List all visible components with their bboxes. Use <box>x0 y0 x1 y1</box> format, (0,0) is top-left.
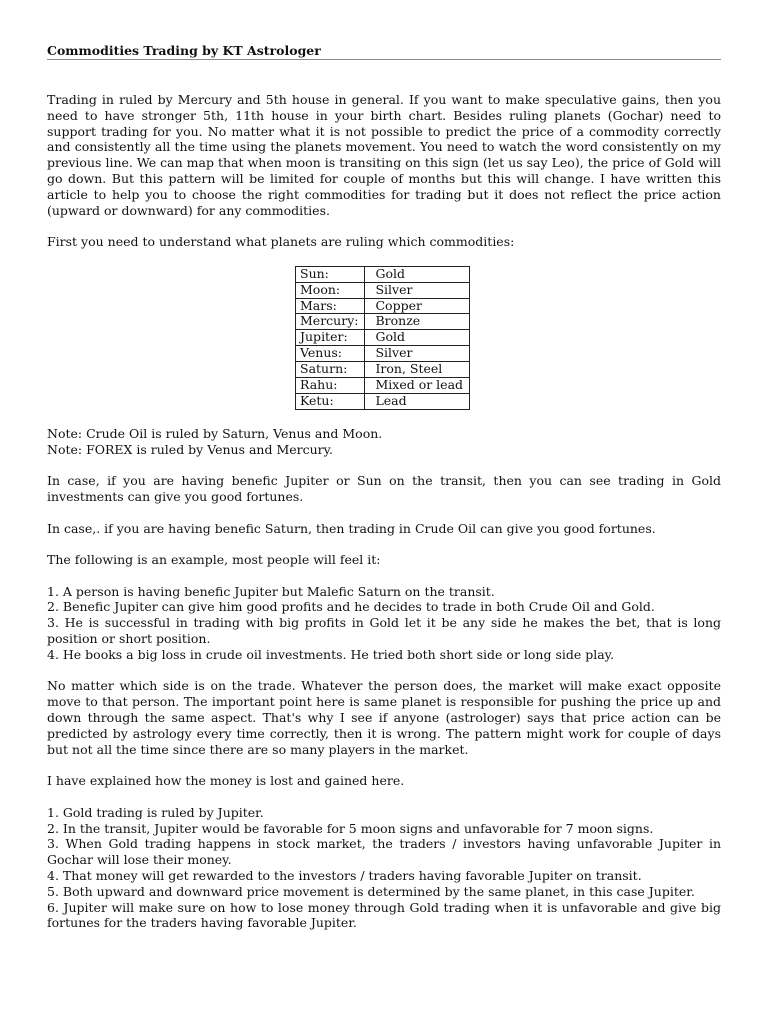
table-row <box>296 346 470 362</box>
planet-cell: Jupiter: <box>296 330 365 346</box>
list-item: 6. Jupiter will make sure on how to lose money through Gold trading when it is unfavorable and give big fortunes for the traders having favorable Jupiter. <box>47 899 721 931</box>
note-forex: Note: FOREX is ruled by Venus and Mercury. <box>47 441 334 457</box>
list-item: 1. A person is having benefic Jupiter but Malefic Saturn on the transit. <box>47 583 495 599</box>
planet-cell: Venus: <box>296 346 365 362</box>
commodity-cell: Gold <box>365 266 470 282</box>
list-item: 3. He is successful in trading with big profits in Gold let it be any side he makes the bet, that is long position or short position. <box>47 615 721 647</box>
table-row <box>296 362 470 378</box>
table-intro-paragraph: First you need to understand what planets are ruling which commodities: <box>47 234 515 250</box>
list-item: 3. When Gold trading happens in stock market, the traders / investors having unfavorable Jupiter in Gochar will lose their money. <box>47 836 721 868</box>
planet-cell: Mars: <box>296 298 365 314</box>
list-item: 4. That money will get rewarded to the investors / traders having favorable Jupiter on transit. <box>47 868 642 884</box>
planet-cell: Rahu: <box>296 378 365 394</box>
saturn-paragraph: In case,. if you are having benefic Saturn, then trading in Crude Oil can give you good fortunes. <box>47 520 656 536</box>
commodity-cell: Gold <box>365 330 470 346</box>
explain-list <box>47 805 721 931</box>
jupiter-paragraph: In case, if you are having benefic Jupiter or Sun on the transit, then you can see trading in Gold investments can give you good fortunes. <box>47 473 721 504</box>
header-divider <box>47 59 721 60</box>
page-header-title: Commodities Trading by KT Astrologer <box>47 43 321 58</box>
planet-cell: Mercury: <box>296 314 365 330</box>
no-matter-paragraph: No matter which side is on the trade. Whatever the person does, the market will make exact opposite move to that person. The important point here is same planet is responsible for pushing the price up and down through the same aspect. That's why I see if anyone (astrologer) says that price action can be predicted by astrology every time correctly, then it is wrong. The pattern might work for couple of days but not all the time since there are so many players in the market. <box>47 678 721 757</box>
table-row <box>296 266 470 282</box>
table-row <box>296 330 470 346</box>
table-row <box>296 394 470 410</box>
note-crude-oil: Note: Crude Oil is ruled by Saturn, Venus and Moon. <box>47 425 383 441</box>
article-body <box>47 92 721 947</box>
list-item: 1. Gold trading is ruled by Jupiter. <box>47 804 264 820</box>
table-row <box>296 314 470 330</box>
planet-commodity-table <box>295 266 470 410</box>
commodity-cell: Silver <box>365 282 470 298</box>
commodity-cell: Mixed or lead <box>365 378 470 394</box>
example-list <box>47 584 721 663</box>
commodity-cell: Copper <box>365 298 470 314</box>
planet-cell: Moon: <box>296 282 365 298</box>
example-intro-paragraph: The following is an example, most people will feel it: <box>47 552 381 568</box>
commodity-cell: Silver <box>365 346 470 362</box>
planet-cell: Sun: <box>296 266 365 282</box>
table-row <box>296 298 470 314</box>
planet-cell: Ketu: <box>296 394 365 410</box>
list-item: 2. In the transit, Jupiter would be favorable for 5 moon signs and unfavorable for 7 moon signs. <box>47 820 654 836</box>
list-item: 4. He books a big loss in crude oil investments. He tried both short side or long side play. <box>47 646 615 662</box>
explain-intro-paragraph: I have explained how the money is lost and gained here. <box>47 773 405 789</box>
list-item: 2. Benefic Jupiter can give him good profits and he decides to trade in both Crude Oil and Gold. <box>47 599 655 615</box>
table-row <box>296 378 470 394</box>
intro-paragraph: Trading in ruled by Mercury and 5th house in general. If you want to make speculative gains, then you need to have stronger 5th, 11th house in your birth chart. Besides ruling planets (Gochar) need to support trading for you. No matter what it is not possible to predict the price of a commodity correctly and consistently all the time using the planets movement. You need to watch the word consistently on my previous line. We can map that when moon is transiting on this sign (let us say Leo), the price of Gold will go down. But this pattern will be limited for couple of months but this will change. I have written this article to help you to choose the right commodities for trading but it does not reflect the price action (upward or downward) for any commodities. <box>47 92 721 218</box>
planet-cell: Saturn: <box>296 362 365 378</box>
list-item: 5. Both upward and downward price movement is determined by the same planet, in this case Jupiter. <box>47 883 695 899</box>
commodity-cell: Bronze <box>365 314 470 330</box>
commodity-cell: Iron, Steel <box>365 362 470 378</box>
commodity-cell: Lead <box>365 394 470 410</box>
table-row <box>296 282 470 298</box>
